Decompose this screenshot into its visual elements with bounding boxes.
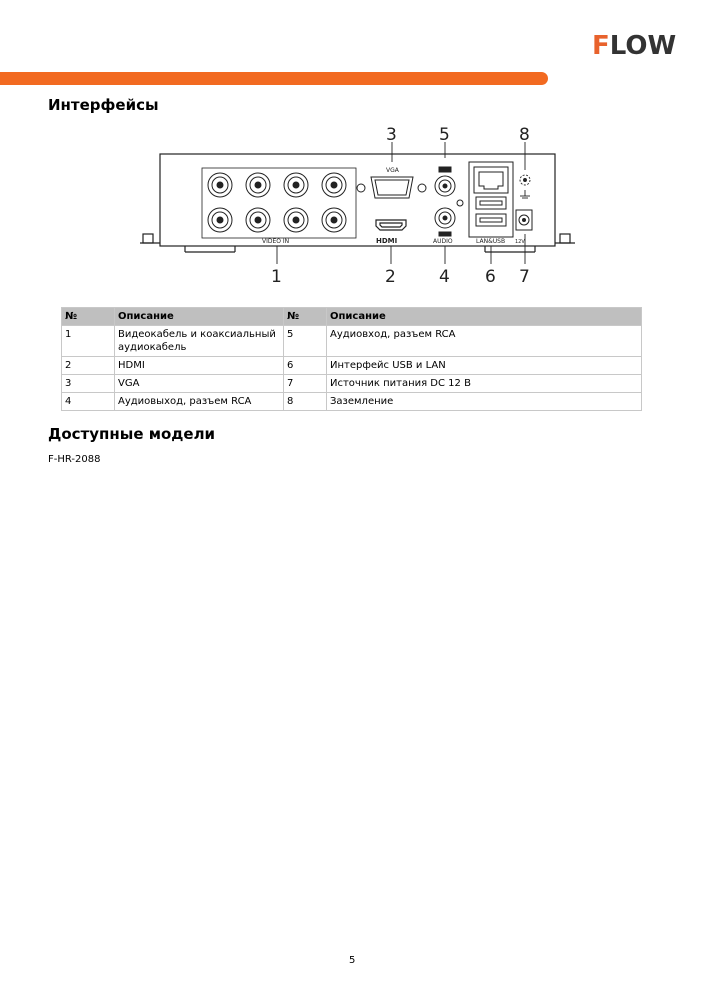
bnc-video-inputs — [202, 168, 356, 238]
callout-8: 8 — [519, 125, 530, 145]
label-power: 12V — [515, 239, 525, 245]
callout-5: 5 — [439, 125, 450, 145]
callout-1: 1 — [271, 267, 282, 287]
col-header-description-2: Описание — [327, 308, 642, 326]
cell-description: Видеокабель и коаксиальный аудиокабель — [115, 326, 284, 357]
cell-number: 6 — [284, 357, 327, 375]
cell-number: 5 — [284, 326, 327, 357]
table-row — [62, 357, 642, 375]
header-accent-bar — [0, 72, 548, 85]
cell-description: Заземление — [327, 393, 642, 411]
section-title-models: Доступные модели — [48, 425, 216, 443]
cell-number: 2 — [62, 357, 115, 375]
cell-description: HDMI — [115, 357, 284, 375]
table-header-row — [62, 308, 642, 326]
page-number: 5 — [349, 955, 356, 966]
label-hdmi: HDMI — [376, 237, 398, 245]
cell-description: VGA — [115, 375, 284, 393]
table-row — [62, 375, 642, 393]
cell-number: 3 — [62, 375, 115, 393]
callout-6: 6 — [485, 267, 496, 287]
cell-number: 1 — [62, 326, 115, 357]
cell-description: Источник питания DC 12 В — [327, 375, 642, 393]
bnc-row-bottom — [208, 208, 346, 232]
cell-number: 8 — [284, 393, 327, 411]
lan-usb-block — [469, 162, 513, 237]
cell-description: Аудиовход, разъем RCA — [327, 326, 642, 357]
audio-rca-ports — [435, 167, 463, 236]
logo-letters: LOW — [609, 31, 677, 61]
section-title-interfaces: Интерфейсы — [48, 96, 159, 114]
rear-panel-diagram — [140, 122, 580, 287]
table-row — [62, 393, 642, 411]
cell-number: 4 — [62, 393, 115, 411]
model-name: F-HR-2088 — [48, 454, 101, 465]
dc-power-jack — [516, 210, 532, 230]
logo-letter-f: F — [592, 31, 610, 61]
ground-screw — [520, 175, 530, 198]
hdmi-port — [376, 220, 406, 230]
label-lan-usb: LAN&USB — [476, 238, 506, 245]
callout-4: 4 — [439, 267, 450, 287]
col-header-number-2: № — [284, 308, 327, 326]
bnc-row-top — [208, 173, 346, 197]
col-header-number: № — [62, 308, 115, 326]
col-header-description: Описание — [115, 308, 284, 326]
label-audio: AUDIO — [433, 238, 453, 245]
cell-number: 7 — [284, 375, 327, 393]
callout-7: 7 — [519, 267, 530, 287]
cell-description: Интерфейс USB и LAN — [327, 357, 642, 375]
label-video-in: VIDEO IN — [262, 238, 290, 245]
table-row — [62, 326, 642, 357]
label-vga: VGA — [386, 167, 399, 174]
cell-description: Аудиовыход, разъем RCA — [115, 393, 284, 411]
interfaces-table — [61, 307, 642, 411]
vga-port — [357, 177, 426, 198]
brand-logo — [592, 33, 676, 59]
callout-2: 2 — [385, 267, 396, 287]
callout-3: 3 — [386, 125, 397, 145]
